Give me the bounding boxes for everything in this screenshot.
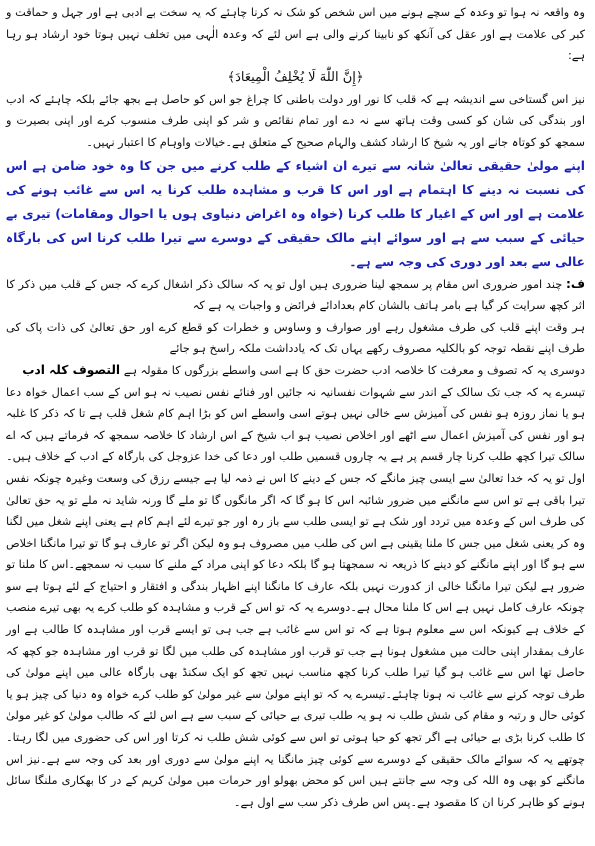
paragraph-2: نیز اس گستاخی سے اندیشہ ہے کہ قلب کا نور اور دولت باطنی کا چراغ جو اس کو حاصل ہے بجھ جائے بلکہ چاہئے کہ ادب اور بندگی کی شان کو کسی وقت ہاتھ سے نہ دے اور تمام نقائص و شر کو اپنی طرف منسوب کرے اور اپنی بصیرت و سمجھ کو کوتاہ جانے اور یہ شیخ کا ارشاد کشف والہام صحیح کے متعلق ہے۔خیالات واوہام کا اعتبار نہیں۔ [6, 92, 585, 149]
fawaid-marker: ف: [565, 276, 586, 291]
sufi-maxim: التصوف کلہ ادب [22, 362, 121, 377]
paragraph-3: ہر وقت اپنے قلب کی طرف مشغول رہے اور صوارف و وساوس و خطرات کو قطع کرے اور حق تعالیٰ کی ذات پاک کی طرف اپنے نقطہ توجہ کو بالکلیہ مصروف رکھے یہاں تک کہ یادداشت ملکہ راسخ ہو جائے [6, 320, 585, 356]
paragraph-5: تیسرے یہ کہ جب تک سالک کے اندر سے شہوات نفسانیہ نہ جائیں اور فنائے نفس نصیب نہ ہو اس کے سب اعمال خواہ دعا ہو یا نماز روزہ ہو نفس کی آمیزش سے خالی نہیں ہوتے اسی واسطے اس کو بڑا اہم کام شغل قلب ہے تا کہ ذکر کا غلبہ ہو اور نفس کی آمیزش اعمال سے اٹھے اور اخلاص نصیب ہو اب شیخ کے اس ارشاد کا خلاصہ سمجھ کہ فرماتے ہیں کہ اے سالک تیرا کچھ طلب کرنا چار قسم پر ہے یہ چاروں قسمیں طلب اور دعا کی خدا عزوجل کی بارگاہ کے ادب کے خلاف ہیں۔اول تو یہ کہ خدا تعالیٰ سے ایسی چیز مانگے کہ جس کے دینے کا اس نے ذمہ لیا ہے جیسے رزق کی وسعت وغیرہ چونکہ نفس تیرا باقی ہے تو اس سے مانگنے میں ضرور شائبہ اس کا ہو گا کہ اگر مانگوں گا تو ملے گا ورنہ شاید نہ ملے تو یہ حق تعالیٰ کی طرف اس کے وعدہ میں تردد اور شک ہے تو ایسی طلب سے باز رہ اور جو تیرے لئے اہم کام ہے یعنی اپنے شغل میں لگنا وہ کر یعنی شغل میں جس کا ملنا یقینی ہے اس کی طلب میں مصروف ہو وہ لیکن اگر تو عارف ہو گا تو تیرا مانگنا اخلاص سے ہو گا اور اپنے مانگنے کو دینے کا ذریعہ نہ سمجھتا ہو گا بلکہ دعا کو اپنی مراد کے ملنے کا سبب نہ سمجھے۔اس کا ملنا تو ضرور ہے لیکن تیرا مانگنا خالی از کدورت نہیں بلکہ عارف کا مانگنا اپنے اظہار بندگی و افتقار و احتیاج کے لئے ہوتا ہے سو چونکہ عارف کامل نہیں ہے اس کا ملنا محال ہے۔دوسرے یہ کہ تو اس کے قرب و مشاہدہ کو طلب کرے یہ بھی تیرے منصب کے خلاف ہے کیونکہ اس سے معلوم ہوتا ہے کہ تو اس سے غائب ہے جب ہی تو ایسے قرب اور مشاہدہ کا طالب ہے اور عارف بمقدار اپنی حالت میں مشغول ہونا ہے جب تو قرب اور مشاہدہ کی طلب میں لگا تو قرب اور مشاہدہ جو کچھ کہ حاصل تھا اس سے غائب ہو گیا تیرا طلب کرنا کچھ مناسب نہیں تجھ کو ایک سکنڈ بھی بارگاہ عالی میں اپنے مولیٰ کی طرف توجہ کرنے سے غائب نہ ہونا چاہئے۔تیسرے یہ کہ تو اپنے مولیٰ سے غیر مولیٰ کو طلب کرے خواہ وہ دنیا کی چیز ہو یا کوئی حال و رتبہ و مقام کی شش طلب نہ ہو یہ طلب تیری بے حیائی کے سبب سے ہے اس لئے کہ طالب مولیٰ کو غیر مولیٰ کا طلب کرنا بڑی بے حیائی ہے اگر تجھ کو حیا ہوتی تو اس سے کوئی شش طلب نہ کرتا اور اس کی حضوری میں لگا رہتا۔چوتھے یہ کہ سوائے مالک حقیقی کے دوسرے سے کوئی چیز مانگنا یہ اپنے مولیٰ سے دوری اور بعد کی وجہ سے ہے۔نیز اس مانگنے کو بھی وہ اللہ کی وجہ سے جانتے ہیں اس کو محض بھولو اور حرمات میں مولیٰ کریم کے در کا بھکاری ملنگا سائل ہونے کو ظاہر کرنا ان کا مقصود ہے۔پس اس طرف ذکر سب سے اول ہے۔ [6, 385, 585, 809]
paragraph-4-text: دوسری یہ کہ تصوف و معرفت کا خلاصہ ادب حضرت حق کا ہے اسی واسطے بزرگوں کا مقولہ ہے [123, 363, 585, 377]
paragraph-4 [6, 360, 585, 382]
highlighted-saying: اپنے مولیٰ حقیقی تعالیٰ شانہ سے تیرے ان اشیاء کے طلب کرنے میں جن کا وہ خود ضامن ہے اس کی نسبت نہ دینے کا اہتمام ہے اور اس کا قرب و مشاہدہ طلب کرنا یہ اس سے غائب ہونے کی علامت ہے اور اس کے اغیار کا طلب کرنا (خواہ وہ اغراض دنیاوی ہوں یا احوال ومقامات) تیری بے حیائی کے سبب سے ہے اور سوائے اپنے مالک حقیقی کے دوسرے سے تیرا طلب کرنا اس کی بارگاہ عالی سے بعد اور دوری کی وجہ سے ہے۔ [6, 158, 585, 269]
paragraph-fawaid [6, 274, 585, 317]
paragraph-1: وہ واقعہ نہ ہوا تو وعدہ کے سچے ہونے میں اس شخص کو شک نہ کرنا چاہئے کہ یہ سخت بے ادبی ہے اور جہل و حماقت و کبر کی علامت ہے اور عقل کی آنکھ کو نابینا کرنے والی ہے اس لئے کہ وعدہ الٰہی میں تخلف نہیں ہوتا خود ارشاد ہو رہا ہے: [6, 6, 585, 63]
fawaid-text: چند امور ضروری اس مقام پر سمجھ لینا ضروری ہیں اول تو یہ کہ سالک ذکر اشغال کرے کہ جس کے قلب میں ذکر کا اثر کچھ سرایت کر گیا ہے بامر ہاتف بالشان کام بعدادائے فرائض و واجبات یہ ہے کہ [6, 277, 585, 313]
quranic-verse: ﴿إِنَّ اللّٰهَ لَا يُخْلِفُ الْمِيعَادَ﴾ [227, 69, 364, 85]
